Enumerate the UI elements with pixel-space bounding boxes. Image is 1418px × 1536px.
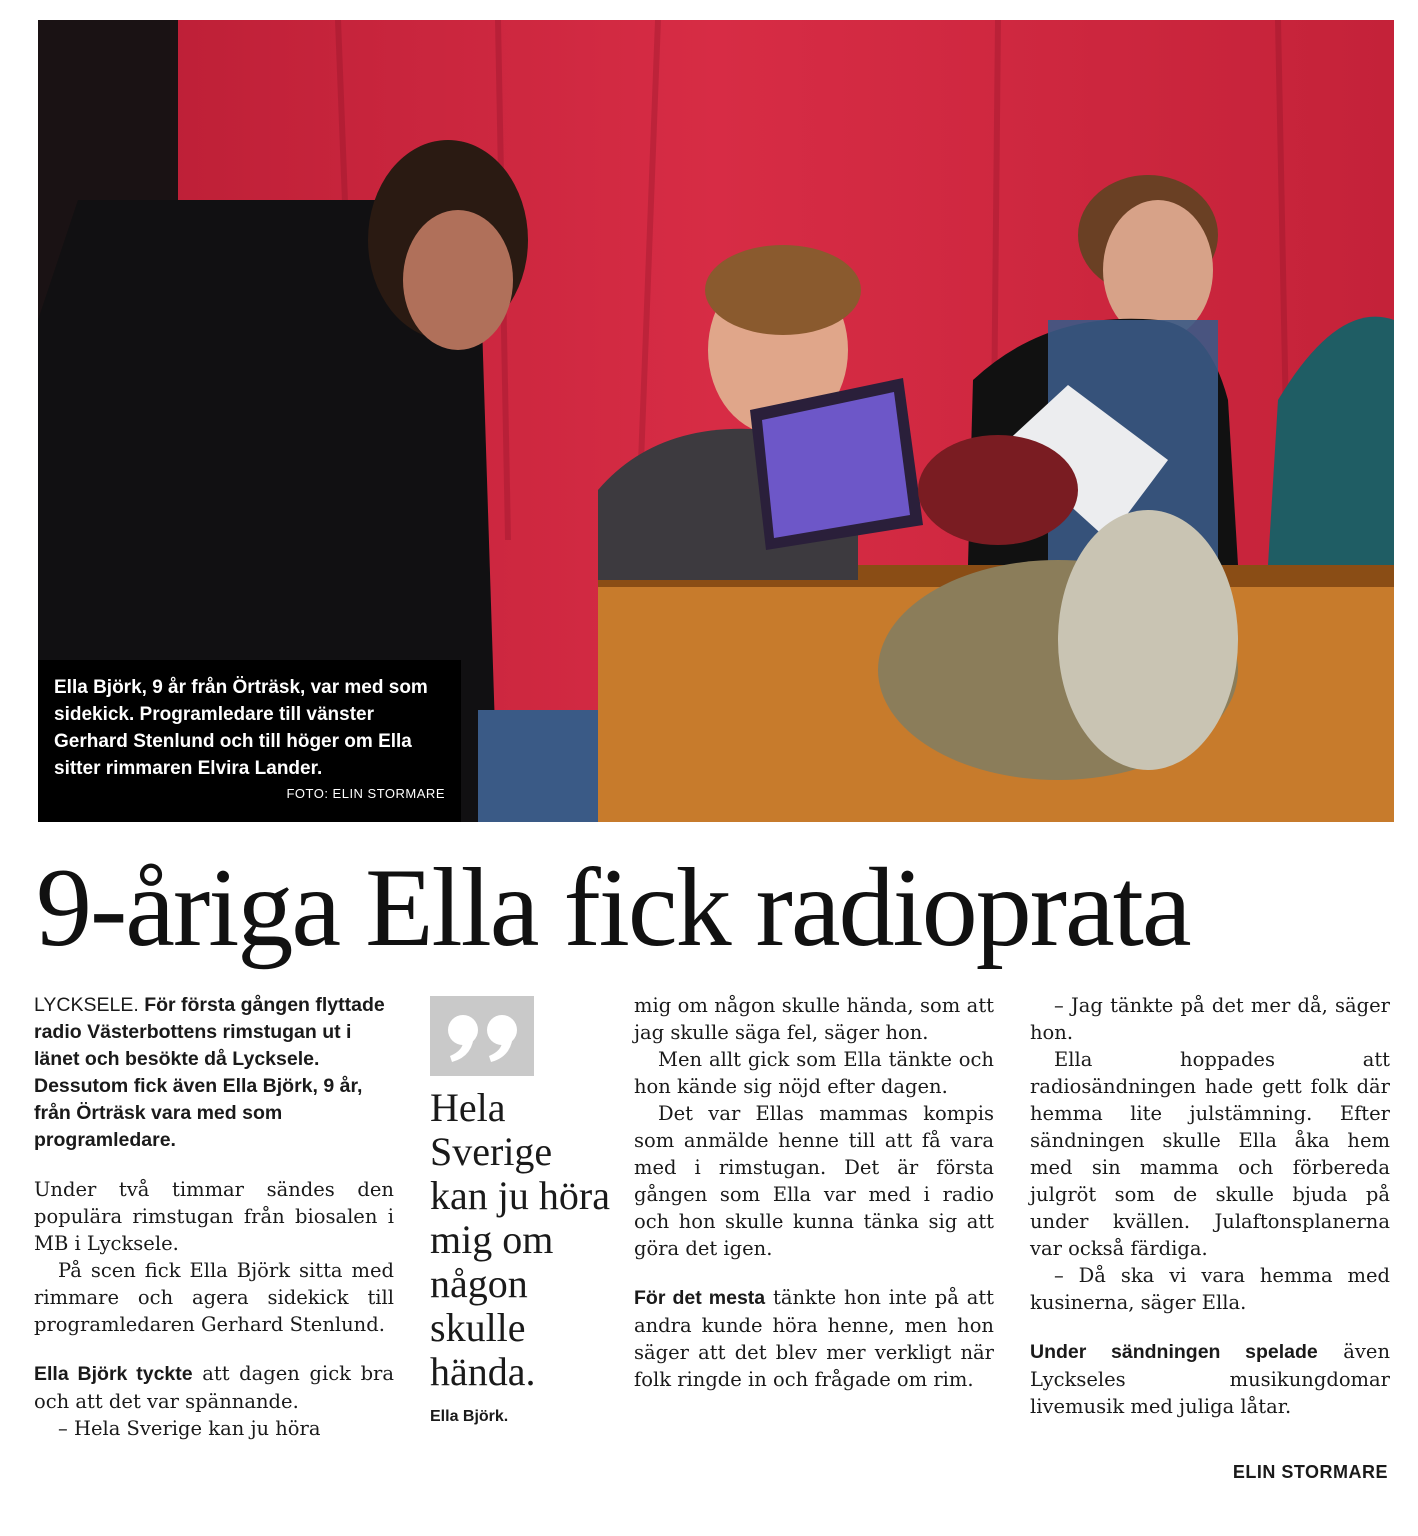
body-paragraph: Men allt gick som Ella tänkte och hon kände sig nöjd efter dagen.	[634, 1048, 994, 1098]
column-1	[34, 992, 394, 1442]
byline: ELIN STORMARE	[1232, 1462, 1388, 1482]
pullquote-author: Ella Björk.	[430, 1408, 509, 1425]
photo-credit: FOTO: ELIN STORMARE	[286, 786, 445, 801]
paragraph-text: tänkte hon inte på att andra kunde höra henne, men hon säger att det blev mer verkligt när folk ringde in och frågade om rim.	[634, 1286, 994, 1391]
paragraph-leadin: För det mesta	[634, 1287, 766, 1309]
body-paragraph: Ella hoppades att radiosändningen hade gett folk där hemma lite julstämning. Efter sändningen skulle Ella åka hem med sin mamma och förbereda julgröt som de skulle bjuda på under kvällen. Julaftonsplanerna var också färdiga.	[1030, 1048, 1390, 1260]
body-paragraph	[1030, 1338, 1390, 1420]
body-paragraph: – Då ska vi vara hemma med kusinerna, säger Ella.	[1030, 1264, 1390, 1314]
body-paragraph: Det var Ellas mammas kompis som anmälde henne till att få vara med i rimstugan. Det är första gången som Ella var med i radio och hon skulle kunna tänka sig att göra det igen.	[634, 1102, 994, 1260]
paragraph-text: även Lyckseles musikungdomar livemusik med juliga låtar.	[1030, 1340, 1390, 1418]
column-3	[634, 992, 994, 1393]
body-paragraph: mig om någon skulle hända, som att jag skulle säga fel, säger hon.	[634, 994, 994, 1044]
body-paragraph	[34, 1360, 394, 1415]
lead-paragraph	[34, 992, 394, 1154]
quote-icon	[430, 996, 534, 1076]
photo-caption: Ella Björk, 9 år från Örträsk, var med som sidekick. Programledare till vänster Gerhard Stenlund och till höger om Ella sitter rimmaren Elvira Lander.	[54, 677, 428, 779]
column-4	[1030, 992, 1390, 1420]
body-paragraph	[634, 1284, 994, 1393]
lead-text: För första gången flyttade radio Västerbottens rimstugan ut i länet och besökte då Lycksele. Dessutom fick även Ella Björk, 9 år, från Örträsk vara med som programledare.	[34, 994, 385, 1151]
paragraph-leadin: Ella Björk tyckte	[34, 1363, 193, 1385]
photo-caption-box	[38, 660, 461, 822]
paragraph-leadin: Under sändningen spelade	[1030, 1341, 1318, 1363]
pullquote-text: Hela Sverige kan ju höra mig om någon skulle hända.	[430, 1085, 610, 1394]
body-paragraph: På scen fick Ella Björk sitta med rimmare och agera sidekick till programledaren Gerhard Stenlund.	[34, 1259, 394, 1336]
body-paragraph: – Jag tänkte på det mer då, säger hon.	[1030, 994, 1390, 1044]
pullquote	[430, 996, 610, 1426]
paragraph-text: att dagen gick bra och att det var spännande.	[34, 1362, 395, 1413]
headline: 9-åriga Ella fick radioprata	[36, 846, 1190, 970]
body-paragraph: – Hela Sverige kan ju höra	[58, 1417, 321, 1440]
body-paragraph: Under två timmar sändes den populära rimstugan från biosalen i MB i Lycksele.	[34, 1178, 394, 1255]
dateline: LYCKSELE.	[34, 994, 139, 1016]
